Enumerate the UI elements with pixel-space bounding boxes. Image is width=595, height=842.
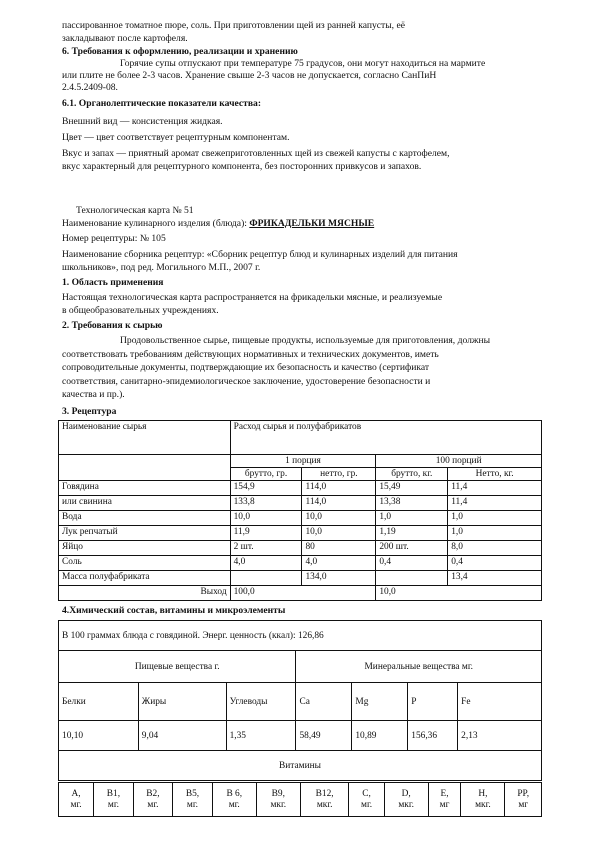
section-2-title: 2. Требования к сырью (62, 320, 163, 331)
cell-value: 134,0 (302, 571, 376, 586)
vitamin-name: C, (362, 788, 371, 799)
vitamin-cell (505, 783, 542, 817)
section-1-title: 1. Область применения (62, 277, 164, 288)
section-2-text: сопроводительные документы, подтверждающие их безопасность и качество (сертификат (62, 362, 430, 373)
vitamin-cell (94, 783, 134, 817)
table-row (59, 496, 542, 511)
value-cell: 2,13 (458, 721, 542, 751)
vitamin-name: B 6, (226, 788, 243, 799)
cell-value: 0,4 (376, 556, 448, 571)
recipe-table (58, 420, 542, 601)
table-row (59, 511, 542, 526)
vitamin-cell (300, 783, 349, 817)
organoleptic-line: вкус характерный для рецептурного компонента, без посторонних привкусов и запахов. (62, 161, 422, 172)
section-6-title: 6. Требования к оформлению, реализации и хранению (62, 46, 298, 57)
vitamin-name: H, (478, 788, 488, 799)
vitamin-unit: мкг. (270, 799, 287, 810)
cell-value: 1,19 (376, 526, 448, 541)
organoleptic-line: Вкус и запах — приятный аромат свежеприготовленных щей из свежей капусты с картофелем, (62, 148, 450, 159)
cell-value: 4,0 (230, 556, 302, 571)
table-row (59, 526, 542, 541)
vitamin-name: E, (440, 788, 449, 799)
vitamin-name: B1, (106, 788, 121, 799)
minerals-title: Минеральные вещества мг. (296, 651, 542, 683)
table-row (59, 556, 542, 571)
cell-value: 13,38 (376, 496, 448, 511)
vitamin-unit: мг (518, 799, 529, 810)
dish-label: Наименование кулинарного изделия (блюда): (62, 218, 250, 229)
organoleptic-line: Внешний вид — консистенция жидкая. (62, 116, 223, 127)
cell-value: 114,0 (302, 481, 376, 496)
table-row (59, 541, 542, 556)
header-brutto-g: брутто, гр. (230, 468, 302, 481)
section-4-title: 4.Химический состав, витамины и микроэлементы (62, 605, 286, 616)
cell-name: Яйцо (59, 541, 231, 556)
cell-value: 0,4 (448, 556, 542, 571)
vitamins-table (58, 782, 542, 817)
section-6-text: или плите не более 2-3 часов. Хранение свыше 2-3 часов не допускается, согласно СанПиН (62, 70, 437, 81)
header-1-portion: 1 порция (230, 455, 376, 468)
cell-value: 13,4 (448, 571, 542, 586)
header-netto-kg: Нетто, кг. (448, 468, 542, 481)
vitamin-name: B12, (315, 788, 334, 799)
section-1-text: в общеобразовательных учреждениях. (62, 305, 219, 316)
vitamin-unit: мг. (70, 799, 82, 810)
value-cell: 1,35 (226, 721, 296, 751)
cell-value: 4,0 (302, 556, 376, 571)
vitamins-title: Витамины (59, 751, 542, 781)
dish-line (62, 218, 374, 230)
cell-value: 114,0 (302, 496, 376, 511)
vitamin-cell (173, 783, 213, 817)
cell-value: 1,0 (376, 511, 448, 526)
cell-value: 10,0 (302, 526, 376, 541)
vitamin-name: B5, (185, 788, 200, 799)
value-cell: 156,36 (408, 721, 458, 751)
chemistry-header: В 100 граммах блюда с говядиной. Энерг. ценность (ккал): 126,86 (59, 621, 542, 651)
chemistry-table (58, 620, 542, 781)
vitamin-name: B2, (146, 788, 160, 799)
cell-value: 133,8 (230, 496, 302, 511)
cell-value: 10,0 (230, 511, 302, 526)
vitamin-name: A, (71, 788, 81, 799)
cell-value: 2 шт. (230, 541, 302, 556)
cell-value: 1,0 (448, 526, 542, 541)
table-row (59, 481, 542, 496)
vitamin-cell (212, 783, 256, 817)
section-1-text: Настоящая технологическая карта распространяется на фрикадельки мясные, и реализуемые (62, 292, 443, 303)
section-6-1-title: 6.1. Органолептические показатели качества: (62, 98, 262, 109)
cell-name: или свинина (59, 496, 231, 511)
recipe-source: Наименование сборника рецептур: «Сборник рецептур блюд и кулинарных изделий для питания (62, 249, 458, 260)
cell-value: 10,0 (302, 511, 376, 526)
column-header: Fe (458, 683, 542, 721)
organoleptic-line: Цвет — цвет соответствует рецептурным компонентам. (62, 132, 290, 143)
cell-value: 80 (302, 541, 376, 556)
vitamin-unit: мг. (228, 799, 240, 810)
header-name: Наименование сырья (59, 421, 231, 455)
section-6-text: Горячие супы отпускают при температуре 75 градусов, они могут находиться на мармите (120, 58, 486, 69)
table-row (59, 571, 542, 586)
cell-value: 11,4 (448, 496, 542, 511)
header-100-portions: 100 порций (376, 455, 542, 468)
cell-value: 11,4 (448, 481, 542, 496)
cell-name: Лук репчатый (59, 526, 231, 541)
column-header: P (408, 683, 458, 721)
cell-name: Масса полуфабриката (59, 571, 231, 586)
column-header: Mg (352, 683, 408, 721)
vitamin-cell (59, 783, 94, 817)
header-spacer (59, 455, 231, 481)
value-cell: 9,04 (138, 721, 226, 751)
dish-name: ФРИКАДЕЛЬКИ МЯСНЫЕ (249, 218, 375, 229)
value-cell: 10,89 (352, 721, 408, 751)
vitamin-unit: мг. (186, 799, 198, 810)
section-3-title: 3. Рецептура (62, 406, 117, 417)
cell-value (230, 571, 302, 586)
cell-value (376, 571, 448, 586)
column-header: Белки (59, 683, 139, 721)
intro-line: закладывают после картофеля. (62, 33, 188, 44)
column-header: Ca (296, 683, 352, 721)
header-brutto-kg: брутто, кг. (376, 468, 448, 481)
cell-name: Вода (59, 511, 231, 526)
cell-name: Соль (59, 556, 231, 571)
vitamin-unit: мг (439, 799, 450, 810)
cell-value: 8,0 (448, 541, 542, 556)
column-header: Углеводы (226, 683, 296, 721)
header-netto-g: нетто, гр. (302, 468, 376, 481)
cell-value: 1,0 (448, 511, 542, 526)
cell-value: 11,9 (230, 526, 302, 541)
section-2-text: качества и пр.). (62, 389, 125, 400)
output-100-portions: 10,0 (376, 586, 542, 601)
vitamin-cell (133, 783, 173, 817)
vitamin-unit: мкг. (398, 799, 414, 810)
cell-value: 200 шт. (376, 541, 448, 556)
header-consumption: Расход сырья и полуфабрикатов (230, 421, 541, 455)
vitamin-cell (256, 783, 300, 817)
vitamin-cell (461, 783, 505, 817)
section-2-text: Продовольственное сырье, пищевые продукты, используемые для приготовления, должны (120, 335, 491, 346)
cell-name: Говядина (59, 481, 231, 496)
vitamin-unit: мг. (107, 799, 119, 810)
vitamin-cell (428, 783, 461, 817)
vitamin-name: B9, (271, 788, 285, 799)
vitamin-unit: мг. (361, 799, 373, 810)
value-cell: 58,49 (296, 721, 352, 751)
cell-value: 154,9 (230, 481, 302, 496)
section-2-text: соответствия, санитарно-эпидемиологическое заключение, удостоверение безопасности и (62, 376, 431, 387)
nutrients-title: Пищевые вещества г. (59, 651, 296, 683)
vitamin-unit: мкг. (475, 799, 491, 810)
vitamin-cell (349, 783, 384, 817)
vitamin-cell (384, 783, 428, 817)
output-1-portion: 100,0 (230, 586, 376, 601)
recipe-number: Номер рецептуры: № 105 (62, 233, 166, 244)
value-cell: 10,10 (59, 721, 139, 751)
section-6-text: 2.4.5.2409-08. (62, 82, 118, 93)
column-header: Жиры (138, 683, 226, 721)
intro-line: пассированное томатное пюре, соль. При приготовлении щей из ранней капусты, её (62, 20, 405, 31)
vitamin-name: PP, (517, 788, 530, 799)
section-2-text: соответствовать требованиям действующих нормативных и технических документов, иметь (62, 349, 439, 360)
table-row-output (59, 586, 542, 601)
vitamin-unit: мг. (147, 799, 159, 810)
vitamin-unit: мкг. (316, 799, 333, 810)
recipe-source: школьников», под ред. Могильного М.П., 2007 г. (62, 262, 261, 273)
card-title: Технологическая карта № 51 (76, 205, 194, 216)
output-label: Выход (59, 586, 231, 601)
cell-value: 15,49 (376, 481, 448, 496)
vitamin-name: D, (401, 788, 411, 799)
